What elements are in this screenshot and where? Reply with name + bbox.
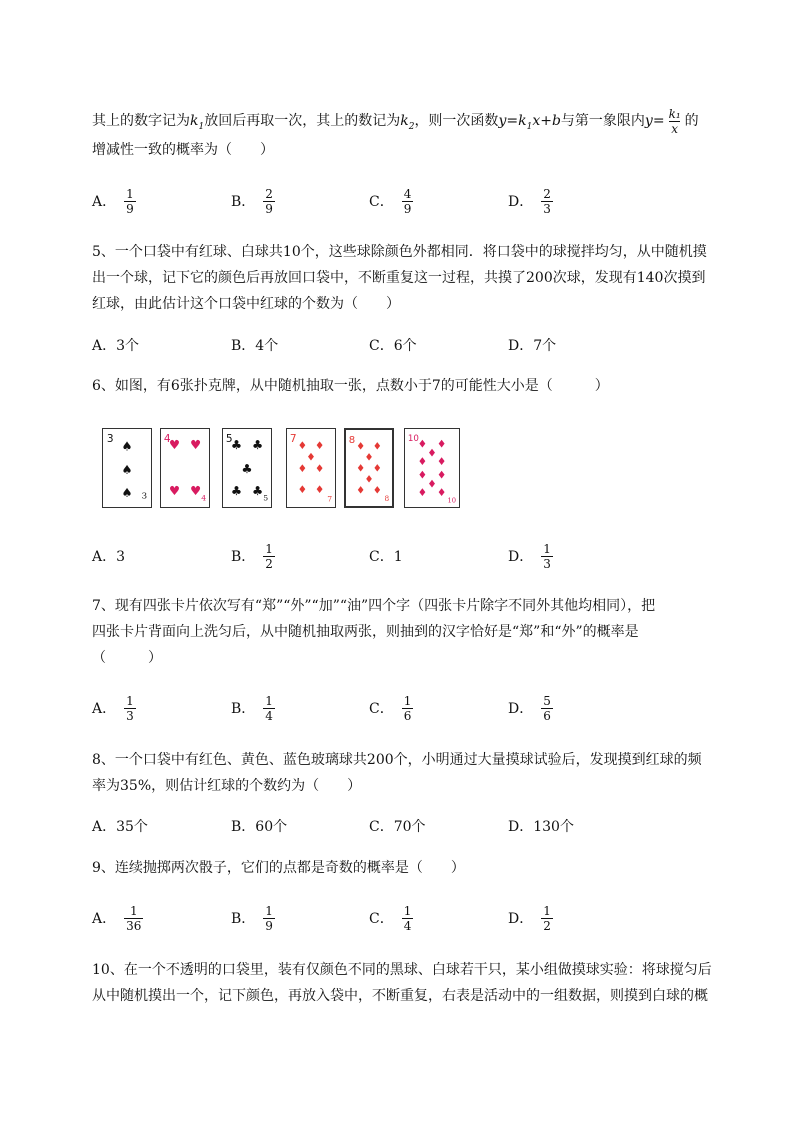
q4-text-e: 的 xyxy=(684,113,699,129)
q8-options xyxy=(92,808,712,844)
suit-pip: ♦ xyxy=(417,486,428,499)
suit-pip: ♣ xyxy=(230,482,243,498)
card-rank: 4 xyxy=(163,433,171,446)
card-rank-corner: 10 xyxy=(447,496,457,505)
suit-pip: ♦ xyxy=(372,463,382,475)
option-fraction xyxy=(541,694,553,723)
option-label: B． xyxy=(231,549,256,565)
q5-option-d[interactable]: D．7个 xyxy=(508,338,557,354)
q7-line-3: （ ） xyxy=(92,650,162,666)
q8-line-2: 率为35%，则估计红球的个数约为（ ） xyxy=(92,778,362,794)
option-label: B． xyxy=(231,701,256,717)
suit-pip: ♥ xyxy=(168,482,181,498)
denominator: 4 xyxy=(265,708,273,723)
q6-option-a[interactable]: A．3 xyxy=(92,549,126,565)
suit-pip: ♣ xyxy=(230,436,243,452)
suit-pip: ♦ xyxy=(356,441,366,453)
denominator: 9 xyxy=(126,201,134,216)
q9-option-c[interactable] xyxy=(369,900,415,936)
option-fraction xyxy=(124,187,136,216)
q9-line-1: 9、连续抛掷两次骰子，它们的点都是奇数的概率是（ ） xyxy=(92,860,465,876)
denominator: 9 xyxy=(403,201,412,216)
numerator: 2 xyxy=(265,186,273,201)
numerator: 1 xyxy=(265,903,273,918)
eq-sign-2: = xyxy=(652,113,665,129)
card-rank: 8 xyxy=(348,435,356,447)
numerator: 1 xyxy=(543,903,551,918)
option-fraction xyxy=(263,694,275,723)
option-fraction xyxy=(263,187,275,216)
option-fraction xyxy=(541,542,553,571)
suit-pip: ♦ xyxy=(372,485,382,497)
k2-sub: 2 xyxy=(408,121,415,132)
option-label: D． xyxy=(508,911,534,927)
q4-option-b[interactable] xyxy=(231,183,277,219)
k1-sub-2: 1 xyxy=(526,121,533,132)
suit-pip: ♦ xyxy=(417,438,428,451)
option-fraction xyxy=(541,904,553,933)
card-5-clubs-art xyxy=(223,429,271,507)
suit-pip: ♦ xyxy=(306,451,316,464)
option-label: C． xyxy=(369,194,394,210)
suit-pip: ♣ xyxy=(251,482,264,498)
suit-pip: ♥ xyxy=(189,482,202,498)
numerator: 1 xyxy=(126,693,134,708)
card-rank: 3 xyxy=(106,433,114,446)
q7-options xyxy=(92,690,712,726)
q4-options xyxy=(92,183,712,219)
card-10-diamonds-art xyxy=(405,429,459,507)
option-fraction xyxy=(541,187,553,216)
denominator: 6 xyxy=(543,708,551,723)
card-3-spades xyxy=(102,428,152,508)
q7-option-b[interactable] xyxy=(231,690,277,726)
suit-pip: ♦ xyxy=(436,486,447,499)
q4-option-c[interactable] xyxy=(369,183,415,219)
q5-option-c[interactable]: C．6个 xyxy=(369,338,417,354)
suit-pip: ♦ xyxy=(297,462,308,475)
option-label: D． xyxy=(508,701,534,717)
numerator: 5 xyxy=(543,693,551,708)
denominator: 3 xyxy=(543,556,551,571)
q5-option-a[interactable]: A．3个 xyxy=(92,338,140,354)
suit-pip: ♥ xyxy=(168,436,181,452)
option-label: C． xyxy=(369,911,394,927)
suit-pip: ♦ xyxy=(314,439,325,452)
q10-line-1: 10、在一个不透明的口袋里，装有仅颜色不同的黑球、白球若干只，某小组做摸球实验：将球搅匀后 xyxy=(92,962,712,978)
q4-option-d[interactable] xyxy=(508,183,555,219)
inverse-fraction xyxy=(667,107,683,136)
suit-pip: ♦ xyxy=(314,462,325,475)
x-var: x xyxy=(532,113,541,129)
suit-pip: ♦ xyxy=(436,456,447,469)
suit-pip: ♦ xyxy=(356,485,366,497)
q7-option-c[interactable] xyxy=(369,690,415,726)
fraction-numerator: k₁ xyxy=(668,106,681,121)
option-fraction xyxy=(263,904,275,933)
suit-pip: ♣ xyxy=(251,436,264,452)
suit-pip: ♠ xyxy=(121,438,133,454)
card-5-clubs xyxy=(222,428,272,508)
y-var: y xyxy=(498,113,507,129)
option-fraction xyxy=(124,694,136,723)
q8-option-b[interactable]: B．60个 xyxy=(231,819,288,835)
q9-option-d[interactable] xyxy=(508,900,555,936)
numerator: 1 xyxy=(129,903,138,918)
option-fraction xyxy=(402,187,414,216)
denominator: 3 xyxy=(543,201,551,216)
suit-pip: ♦ xyxy=(297,439,308,452)
q6-option-d[interactable] xyxy=(508,538,555,574)
q8-option-a[interactable]: A．35个 xyxy=(92,819,148,835)
plus-b: +b xyxy=(540,113,561,129)
numerator: 1 xyxy=(126,186,134,201)
y-var-2: y xyxy=(644,113,653,129)
playing-cards-figure xyxy=(102,428,462,510)
suit-pip: ♣ xyxy=(241,460,253,476)
suit-pip: ♥ xyxy=(189,436,202,452)
suit-pip: ♦ xyxy=(436,438,447,451)
q6-options xyxy=(92,538,712,574)
q9-option-a[interactable] xyxy=(92,900,145,936)
suit-pip: ♦ xyxy=(297,483,308,496)
q9-options xyxy=(92,900,712,936)
suit-pip: ♦ xyxy=(364,474,374,486)
numerator: 1 xyxy=(403,903,412,918)
option-fraction xyxy=(124,904,143,933)
q4-text-c: ，则一次函数 xyxy=(414,113,499,129)
q7-option-d[interactable] xyxy=(508,690,555,726)
option-label: B． xyxy=(231,911,256,927)
card-rank: 10 xyxy=(407,434,419,444)
k1-sub: 1 xyxy=(198,121,205,132)
denominator: 2 xyxy=(265,556,273,571)
q4-line-1 xyxy=(92,106,699,136)
numerator: 1 xyxy=(403,693,412,708)
card-rank-corner: 4 xyxy=(201,493,207,503)
q4-option-a[interactable] xyxy=(92,183,138,219)
k1-var-2: k xyxy=(518,113,527,129)
card-8-diamonds-art xyxy=(346,430,392,506)
card-7-diamonds xyxy=(286,428,336,508)
numerator: 1 xyxy=(265,541,273,556)
card-rank: 5 xyxy=(225,433,233,446)
denominator: 2 xyxy=(543,918,551,933)
suit-pip: ♠ xyxy=(121,461,133,477)
q8-option-d[interactable]: D．130个 xyxy=(508,819,574,835)
numerator: 1 xyxy=(265,693,273,708)
q5-line-3: 红球，由此估计这个口袋中红球的个数为（ ） xyxy=(92,296,400,312)
q5-options xyxy=(92,327,712,363)
card-4-hearts-art xyxy=(161,429,209,507)
option-fraction xyxy=(263,542,275,571)
numerator: 2 xyxy=(543,186,551,201)
q4-text-d: 与第一象限内 xyxy=(560,113,645,129)
numerator: 1 xyxy=(543,541,551,556)
q6-option-b[interactable] xyxy=(231,538,277,574)
eq-sign: = xyxy=(506,113,519,129)
q7-line-1: 7、现有四张卡片依次写有“郑”“外”“加”“油”四个字（四张卡片除字不同外其他均相同），把 xyxy=(92,598,656,614)
card-8-diamonds xyxy=(344,428,394,508)
option-label: C． xyxy=(369,701,394,717)
card-7-diamonds-art xyxy=(287,429,335,507)
q5-option-b[interactable]: B．4个 xyxy=(231,338,279,354)
denominator: 6 xyxy=(403,708,412,723)
suit-pip: ♦ xyxy=(436,469,447,482)
suit-pip: ♦ xyxy=(314,483,325,496)
card-rank: 7 xyxy=(289,433,297,446)
q8-line-1: 8、一个口袋中有红色、黄色、蓝色玻璃球共200个，小明通过大量摸球试验后，发现摸到红球的频 xyxy=(92,752,702,768)
suit-pip: ♦ xyxy=(427,447,437,460)
numerator: 4 xyxy=(403,186,412,201)
denominator: 36 xyxy=(126,918,142,933)
suit-pip: ♦ xyxy=(364,452,374,464)
q9-option-b[interactable] xyxy=(231,900,277,936)
option-label: A． xyxy=(92,911,117,927)
q4-line-2: 增减性一致的概率为（ ） xyxy=(92,142,274,158)
denominator: 9 xyxy=(265,201,273,216)
q8-option-c[interactable]: C．70个 xyxy=(369,819,426,835)
denominator: 4 xyxy=(403,918,412,933)
q7-line-2: 四张卡片背面向上洗匀后，从中随机抽取两张，则抽到的汉字恰好是“郑”和“外”的概率是 xyxy=(92,624,639,640)
card-rank-corner: 8 xyxy=(384,494,390,504)
q6-line-1: 6、如图，有6张扑克牌，从中随机抽取一张，点数小于7的可能性大小是（ ） xyxy=(92,378,609,394)
q4-text-b: 放回后再取一次，其上的数记为 xyxy=(204,113,401,129)
k2-var: k xyxy=(400,113,409,129)
suit-pip: ♦ xyxy=(427,478,437,491)
card-3-spades-art xyxy=(103,429,151,507)
card-rank-corner: 3 xyxy=(141,491,148,502)
fraction-denominator: x xyxy=(671,121,679,136)
option-fraction xyxy=(402,904,414,933)
q10-line-2: 从中随机摸出一个，记下颜色，再放入袋中，不断重复，右表是活动中的一组数据，则摸到白球的概 xyxy=(92,988,708,1004)
option-fraction xyxy=(402,694,414,723)
q7-option-a[interactable] xyxy=(92,690,138,726)
card-10-diamonds xyxy=(404,428,460,508)
card-4-hearts xyxy=(160,428,210,508)
option-label: A． xyxy=(92,701,117,717)
k1-var: k xyxy=(190,113,199,129)
q4-text-a: 其上的数字记为 xyxy=(92,113,190,129)
suit-pip: ♦ xyxy=(356,463,366,475)
suit-pip: ♦ xyxy=(372,441,382,453)
suit-pip: ♠ xyxy=(121,484,133,500)
denominator: 9 xyxy=(265,918,273,933)
option-label: D． xyxy=(508,549,534,565)
option-label: D． xyxy=(508,194,534,210)
suit-pip: ♦ xyxy=(417,469,428,482)
denominator: 3 xyxy=(126,708,134,723)
card-rank-corner: 7 xyxy=(327,494,333,504)
q6-option-c[interactable]: C．1 xyxy=(369,549,403,565)
option-label: B． xyxy=(231,194,256,210)
option-label: A． xyxy=(92,194,117,210)
q5-line-1: 5、一个口袋中有红球、白球共10个，这些球除颜色外都相同．将口袋中的球搅拌均匀，从中随机摸 xyxy=(92,244,707,260)
suit-pip: ♦ xyxy=(417,456,428,469)
card-rank-corner: 5 xyxy=(263,493,269,503)
q5-line-2: 出一个球，记下它的颜色后再放回口袋中，不断重复这一过程，共摸了200次球，发现有140次摸到 xyxy=(92,270,706,286)
